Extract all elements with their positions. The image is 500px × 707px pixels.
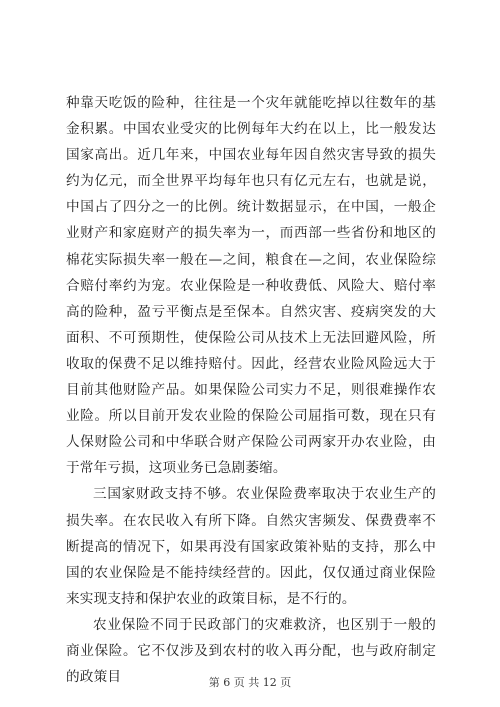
paragraph: 三国家财政支持不够。农业保险费率取决于农业生产的损失率。在农民收入有所下降。自然灾害频发、保费费率不断提高的情况下，如果再没有国家政策补贴的支持，那么中国的农业保险是不能持续经营的。因此，仅仅通过商业保险来实现支持和保护农业的政策目标，是不行的。 xyxy=(66,486,436,607)
page-footer xyxy=(0,674,500,690)
paragraph: 农业保险不同于民政部门的灾难救济，也区别于一般的商业保险。它不仅涉及到农村的收入再分配，也与政府制定的政策目 xyxy=(66,616,436,686)
page-number: 第 6 页 共 12 页 xyxy=(208,676,292,689)
paragraph: 种靠天吃饭的险种，往往是一个灾年就能吃掉以往数年的基金积累。中国农业受灾的比例每年大约在以上，比一般发达国家高出。近几年来，中国农业每年因自然灾害导致的损失约为亿元，而全世界平均每年也只有亿元左右，也就是说，中国占了四分之一的比例。统计数据显示，在中国，一般企业财产和家庭财产的损失率为一，而西部一些省份和地区的棉花实际损失率一般在—之间，粮食在—之间，农业保险综合赔付率约为宠。农业保险是一种收费低、风险大、赔付率高的险种，盈亏平衡点是至保本。自然灾害、疫病突发的大面积、不可预期性，使保险公司从技术上无法回避风险，所收取的保费不足以维持赔付。因此，经营农业险风险远大于目前其他财险产品。如果保险公司实力不足，则很难操作农业险。所以目前开发农业险的保险公司屈指可数，现在只有人保财险公司和中华联合财产保险公司两家开办农业险，由于常年亏损，这项业务已急剧萎缩。 xyxy=(66,95,436,477)
body-text xyxy=(66,90,436,690)
